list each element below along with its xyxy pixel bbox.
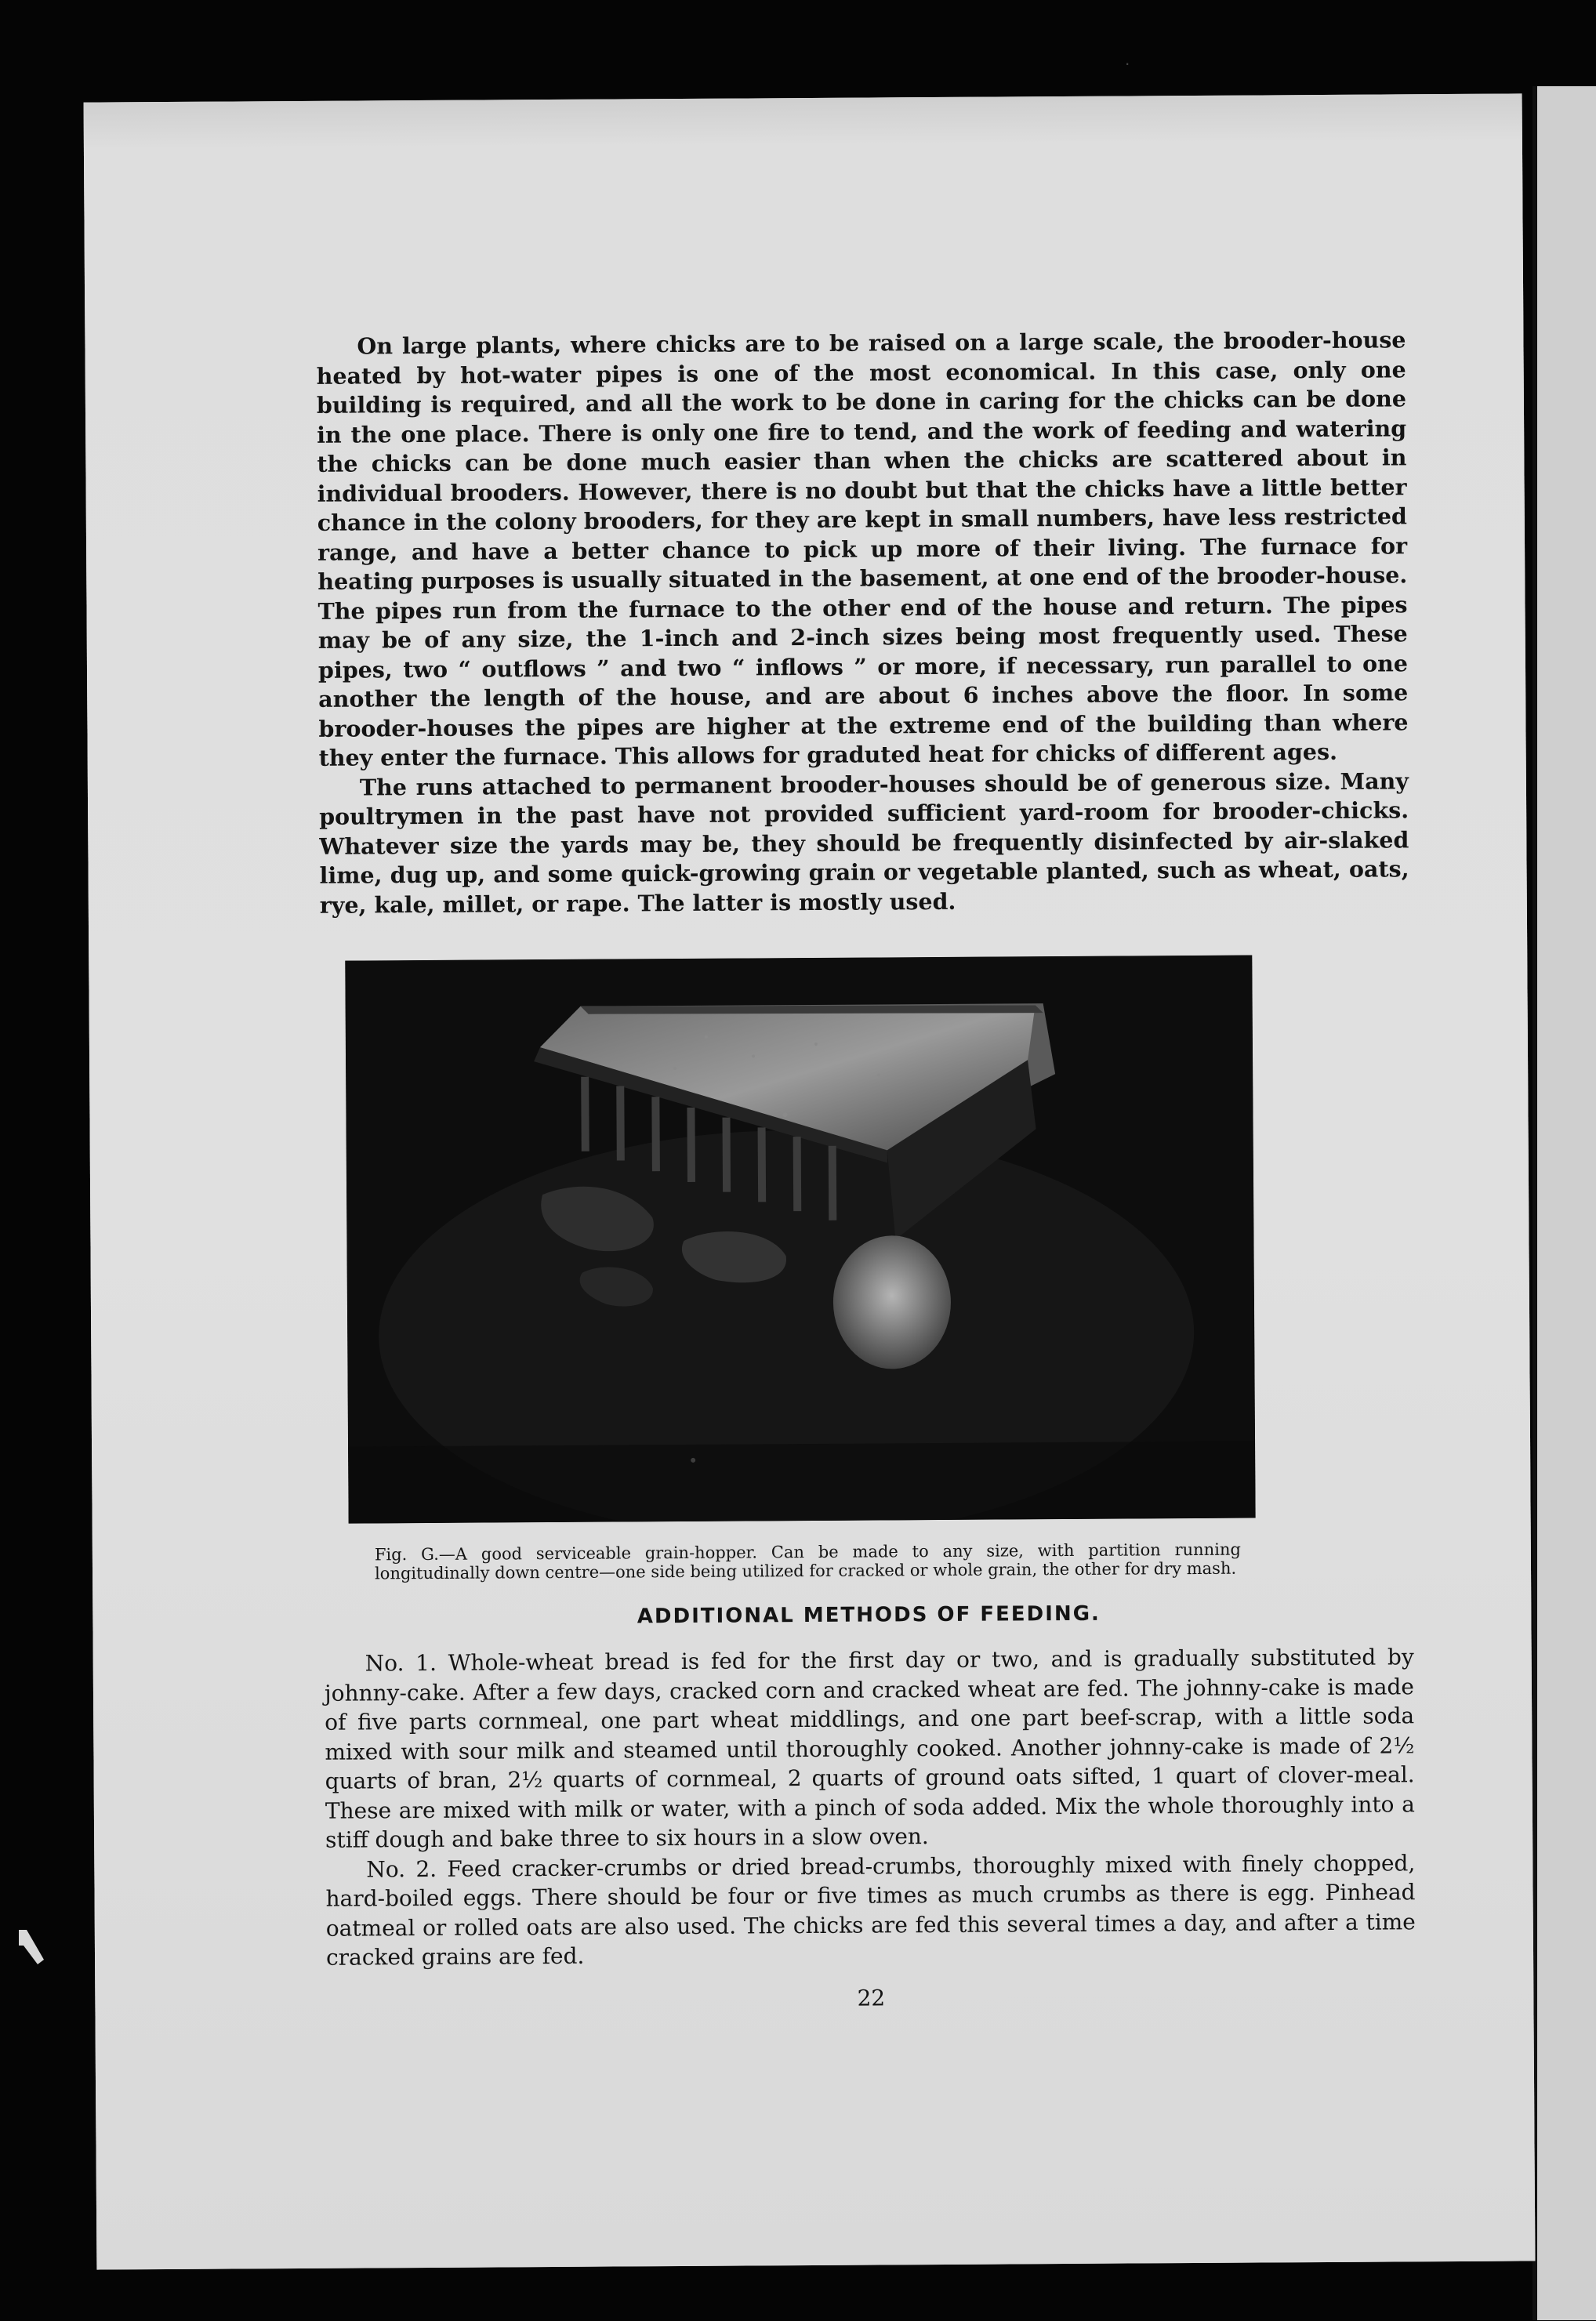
feeding-method-1: No. 1. Whole-wheat bread is fed for the first day or two, and is gradually substituted by johnny-cake. After a few days, cracked corn and cracked wheat are fed. The johnny-cake is made of five parts cornmeal, one part wheat middlings, and one part beef-scrap, with a little soda mixed with sour milk and steamed until thoroughly cooked. Another johnny-cake is made of 2½ quarts of bran, 2½ quarts of cornmeal, 2 quarts of ground oats sifted, 1 quart of clover-meal. These are mixed with milk or water, with a pinch of soda added. Mix the whole thoroughly into a stiff dough and bake three to six hours in a slow oven.: [324, 1644, 1415, 1853]
page-content: [316, 325, 1416, 2014]
grain-hopper-photo: [345, 956, 1255, 1524]
body-paragraph-1: On large plants, where chicks are to be raised on a large scale, the brooder-house heated by hot-water pipes is one of the most economical. In this case, only one building is required, and all the work to be done in caring for the chicks can be done in the one place. There is only one fire to tend, and the work of feeding and watering the chicks can be done much easier than when the chicks are scattered about in individual brooders. However, there is no doubt but that the chicks have a little better chance in the colony brooders, for they are kept in small numbers, have less restricted range, and have a better chance to pick up more of their living. The furnace for heating purposes is usually situated in the basement, at one end of the brooder-house. The pipes run from the furnace to the other end of the house and return. The pipes may be of any size, the 1-inch and 2-inch sizes being most frequently used. These pipes, two “ outflows ” and two “ inflows ” or more, if necessary, run parallel to one another the length of the house, and are about 6 inches above the floor. In some brooder-houses the pipes are higher at the extreme end of the building than where they enter the furnace. This allows for graduted heat for chicks of different ages.: [316, 326, 1409, 771]
section-heading: ADDITIONAL METHODS OF FEEDING.: [637, 1601, 1101, 1629]
scan-speck: ·: [1125, 55, 1130, 74]
page-number: 22: [857, 1984, 886, 2011]
figure-caption: Fig. G.—A good serviceable grain-hopper. Can be made to any size, with partition running longitudinally down centre—one side being utilized for cracked or whole grain, the other for dry mash.: [374, 1539, 1241, 1583]
paper-page: [84, 93, 1536, 2269]
feeding-method-2: No. 2. Feed cracker-crumbs or dried bread-crumbs, thoroughly mixed with finely chopped, hard-boiled eggs. There should be four or five times as much crumbs as there is egg. Pinhead oatmeal or rolled oats are also used. The chicks are fed this several times a day, and after a time cracked grains are fed.: [325, 1849, 1416, 1971]
grain-hopper-image: [345, 956, 1255, 1524]
margin-arrow-mark: [16, 1928, 47, 1967]
body-paragraph-2: The runs attached to permanent brooder-houses should be of generous size. Many poultrymen in the past have not provided sufficient yard-room for brooder-chicks. Whatever size the yards may be, they should be frequently disinfected by air-slaked lime, dug up, and some quick-growing grain or vegetable planted, such as wheat, oats, rye, kale, millet, or rape. The latter is mostly used.: [319, 767, 1409, 919]
facing-page-edge: [1533, 86, 1596, 2320]
